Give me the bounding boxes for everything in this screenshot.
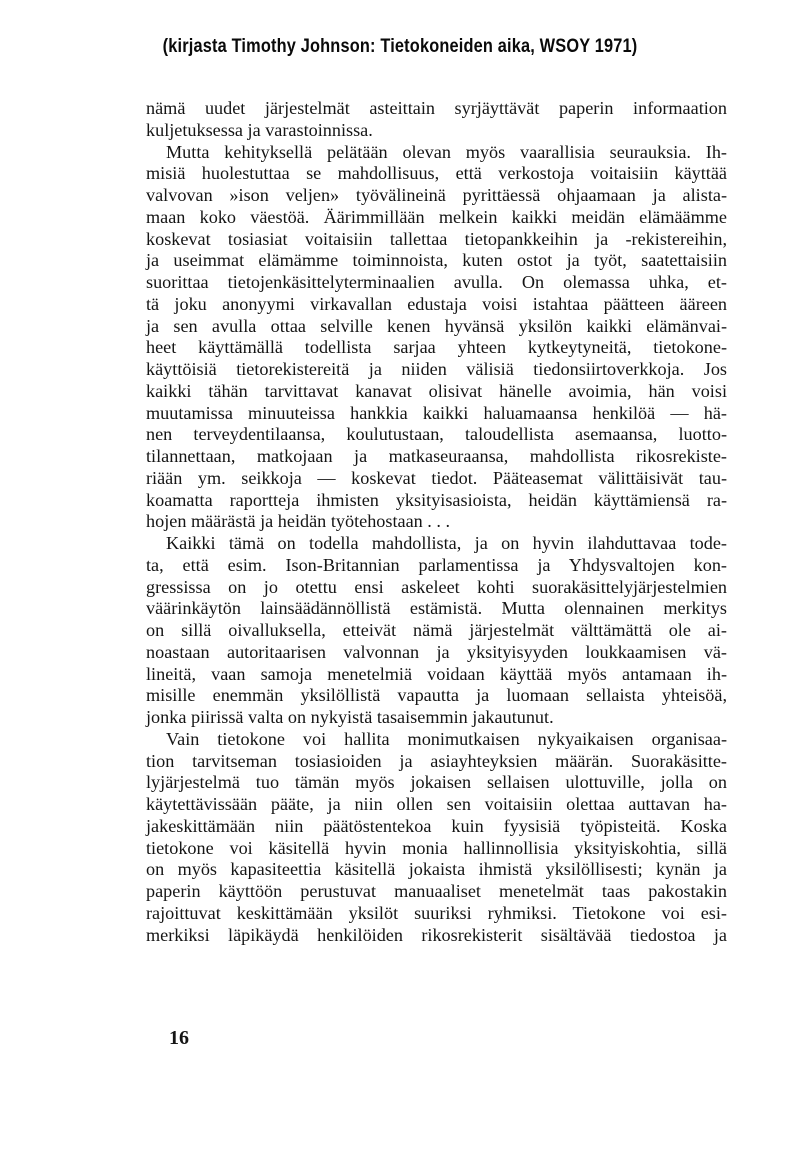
text-line: Mutta kehityksellä pelätään olevan myös vaarallisia seurauksia. Ih- <box>166 141 727 162</box>
text-line: maan koko väestöä. Äärimmillään melkein kaikki meidän elämäämme <box>146 206 727 227</box>
text-line: käytettävissään pääte, ja niin ollen sen voitaisiin olettaa auttavan ha- <box>146 794 727 814</box>
source-caption: (kirjasta Timothy Johnson: Tietokoneiden aika, WSOY 1971) <box>162 36 638 57</box>
text-line: gressissa on jo otettu ensi askeleet kohti suorakäsittelyjärjestelmien <box>146 576 727 597</box>
text-line: nämä uudet järjestelmät asteittain syrjäyttävät paperin informaation <box>146 98 727 118</box>
text-line: hojen määrästä ja heidän työtehostaan . . . <box>146 511 451 532</box>
text-line: heet käyttämällä todellista sarjaa yhteen kytkeytyneitä, tietokone- <box>146 337 727 358</box>
text-line: jonka piirissä valta on nykyistä tasaisemmin jakautunut. <box>146 707 554 727</box>
text-line: ja useimmat elämämme toiminnoista, kuten ostot ja työt, saatettaisiin <box>146 250 727 271</box>
text-line: riään ym. seikkoja — koskevat tiedot. Pääteasemat välittäisivät tau- <box>146 467 727 488</box>
text-line: muutamissa minuuteissa hankkia kaikki haluamaansa henkilöä — hä- <box>146 402 727 423</box>
text-line: lineitä, vaan samoja menetelmiä voidaan käyttää myös antamaan ih- <box>146 663 727 684</box>
text-line: ta, että esim. Ison-Britannian parlamentissa ja Yhdysvaltojen kon- <box>146 554 727 575</box>
text-line: jakeskittämään niin päätöstentekoa kuin fyysisiä työpisteitä. Koska <box>146 815 727 836</box>
text-line: kaikki tähän tarvittavat kanavat olisivat hänelle avoimia, hän voisi <box>146 380 727 401</box>
text-line: käyttöisiä tietorekistereitä ja niiden välisiä tiedonsiirtoverkkoja. Jos <box>146 359 727 379</box>
text-line: misiä huolestuttaa se mahdollisuus, että verkostoja voitaisiin käyttää <box>146 163 727 184</box>
page-number: 16 <box>169 1027 189 1049</box>
text-line: lyjärjestelmä tuo tämän myös jokaisen sellaisen ulottuville, jolla on <box>146 772 727 793</box>
text-line: väärinkäytön lainsäädännöllistä estämistä. Mutta olennainen merkitys <box>146 598 727 619</box>
text-line: Vain tietokone voi hallita monimutkaisen nykyaikaisen organisaa- <box>166 728 727 749</box>
text-line: tietokone voi käsitellä hyvin monia hallinnollisia yksityiskohtia, sillä <box>146 837 727 858</box>
body-text <box>146 98 727 946</box>
text-line: on myös kapasiteettia käsitellä jokaista ihmistä yksilöllisesti; kynän ja <box>146 859 727 880</box>
text-line: tä joku anonyymi virkavallan edustaja voisi istahtaa päätteen ääreen <box>146 293 727 314</box>
text-line: merkiksi läpikäydä henkilöiden rikosrekisterit sisältävää tiedostoa ja <box>146 924 727 945</box>
text-line: ja sen avulla ottaa selville kenen hyvänsä yksilön kaikki elämänvai- <box>146 315 727 336</box>
text-line: kuljetuksessa ja varastoinnissa. <box>146 119 373 140</box>
text-line: koamatta raportteja ihmisten yksityisasioista, heidän käyttämiensä ra- <box>146 489 727 510</box>
text-line: rajoittuvat keskittämään yksilöt suuriksi ryhmiksi. Tietokone voi esi- <box>146 902 727 923</box>
text-line: on sillä oivalluksella, etteivät nämä järjestelmät välttämättä ole ai- <box>146 620 727 640</box>
text-line: tilannettaan, matkojaan ja matkaseuraansa, mahdollista rikosrekiste- <box>146 446 727 466</box>
text-line: tion tarvitseman tosiasioiden ja asiayhteyksien määrän. Suorakäsitte- <box>146 750 727 771</box>
text-line: noastaan autoritaarisen valvonnan ja yksityisyyden loukkaamisen vä- <box>146 641 727 662</box>
text-line: koskevat tosiasiat voitaisiin tallettaa tietopankkeihin ja -rekistereihin, <box>146 228 727 249</box>
text-line: suorittaa tietojenkäsittelyterminaalien avulla. On olemassa uhka, et- <box>146 272 727 292</box>
text-line: paperin käyttöön perustuvat manuaaliset menetelmät taas pakostakin <box>146 881 727 901</box>
text-line: nen terveydentilaansa, koulutustaan, taloudellista asemaansa, luotto- <box>146 424 727 445</box>
text-line: valvovan »ison veljen» työvälineinä pyrittäessä ohjaamaan ja alista- <box>146 185 727 205</box>
text-line: Kaikki tämä on todella mahdollista, ja on hyvin ilahduttavaa tode- <box>166 533 727 553</box>
text-line: misille enemmän yksilöllistä vapautta ja luomaan sellaista yhteisöä, <box>146 685 727 706</box>
